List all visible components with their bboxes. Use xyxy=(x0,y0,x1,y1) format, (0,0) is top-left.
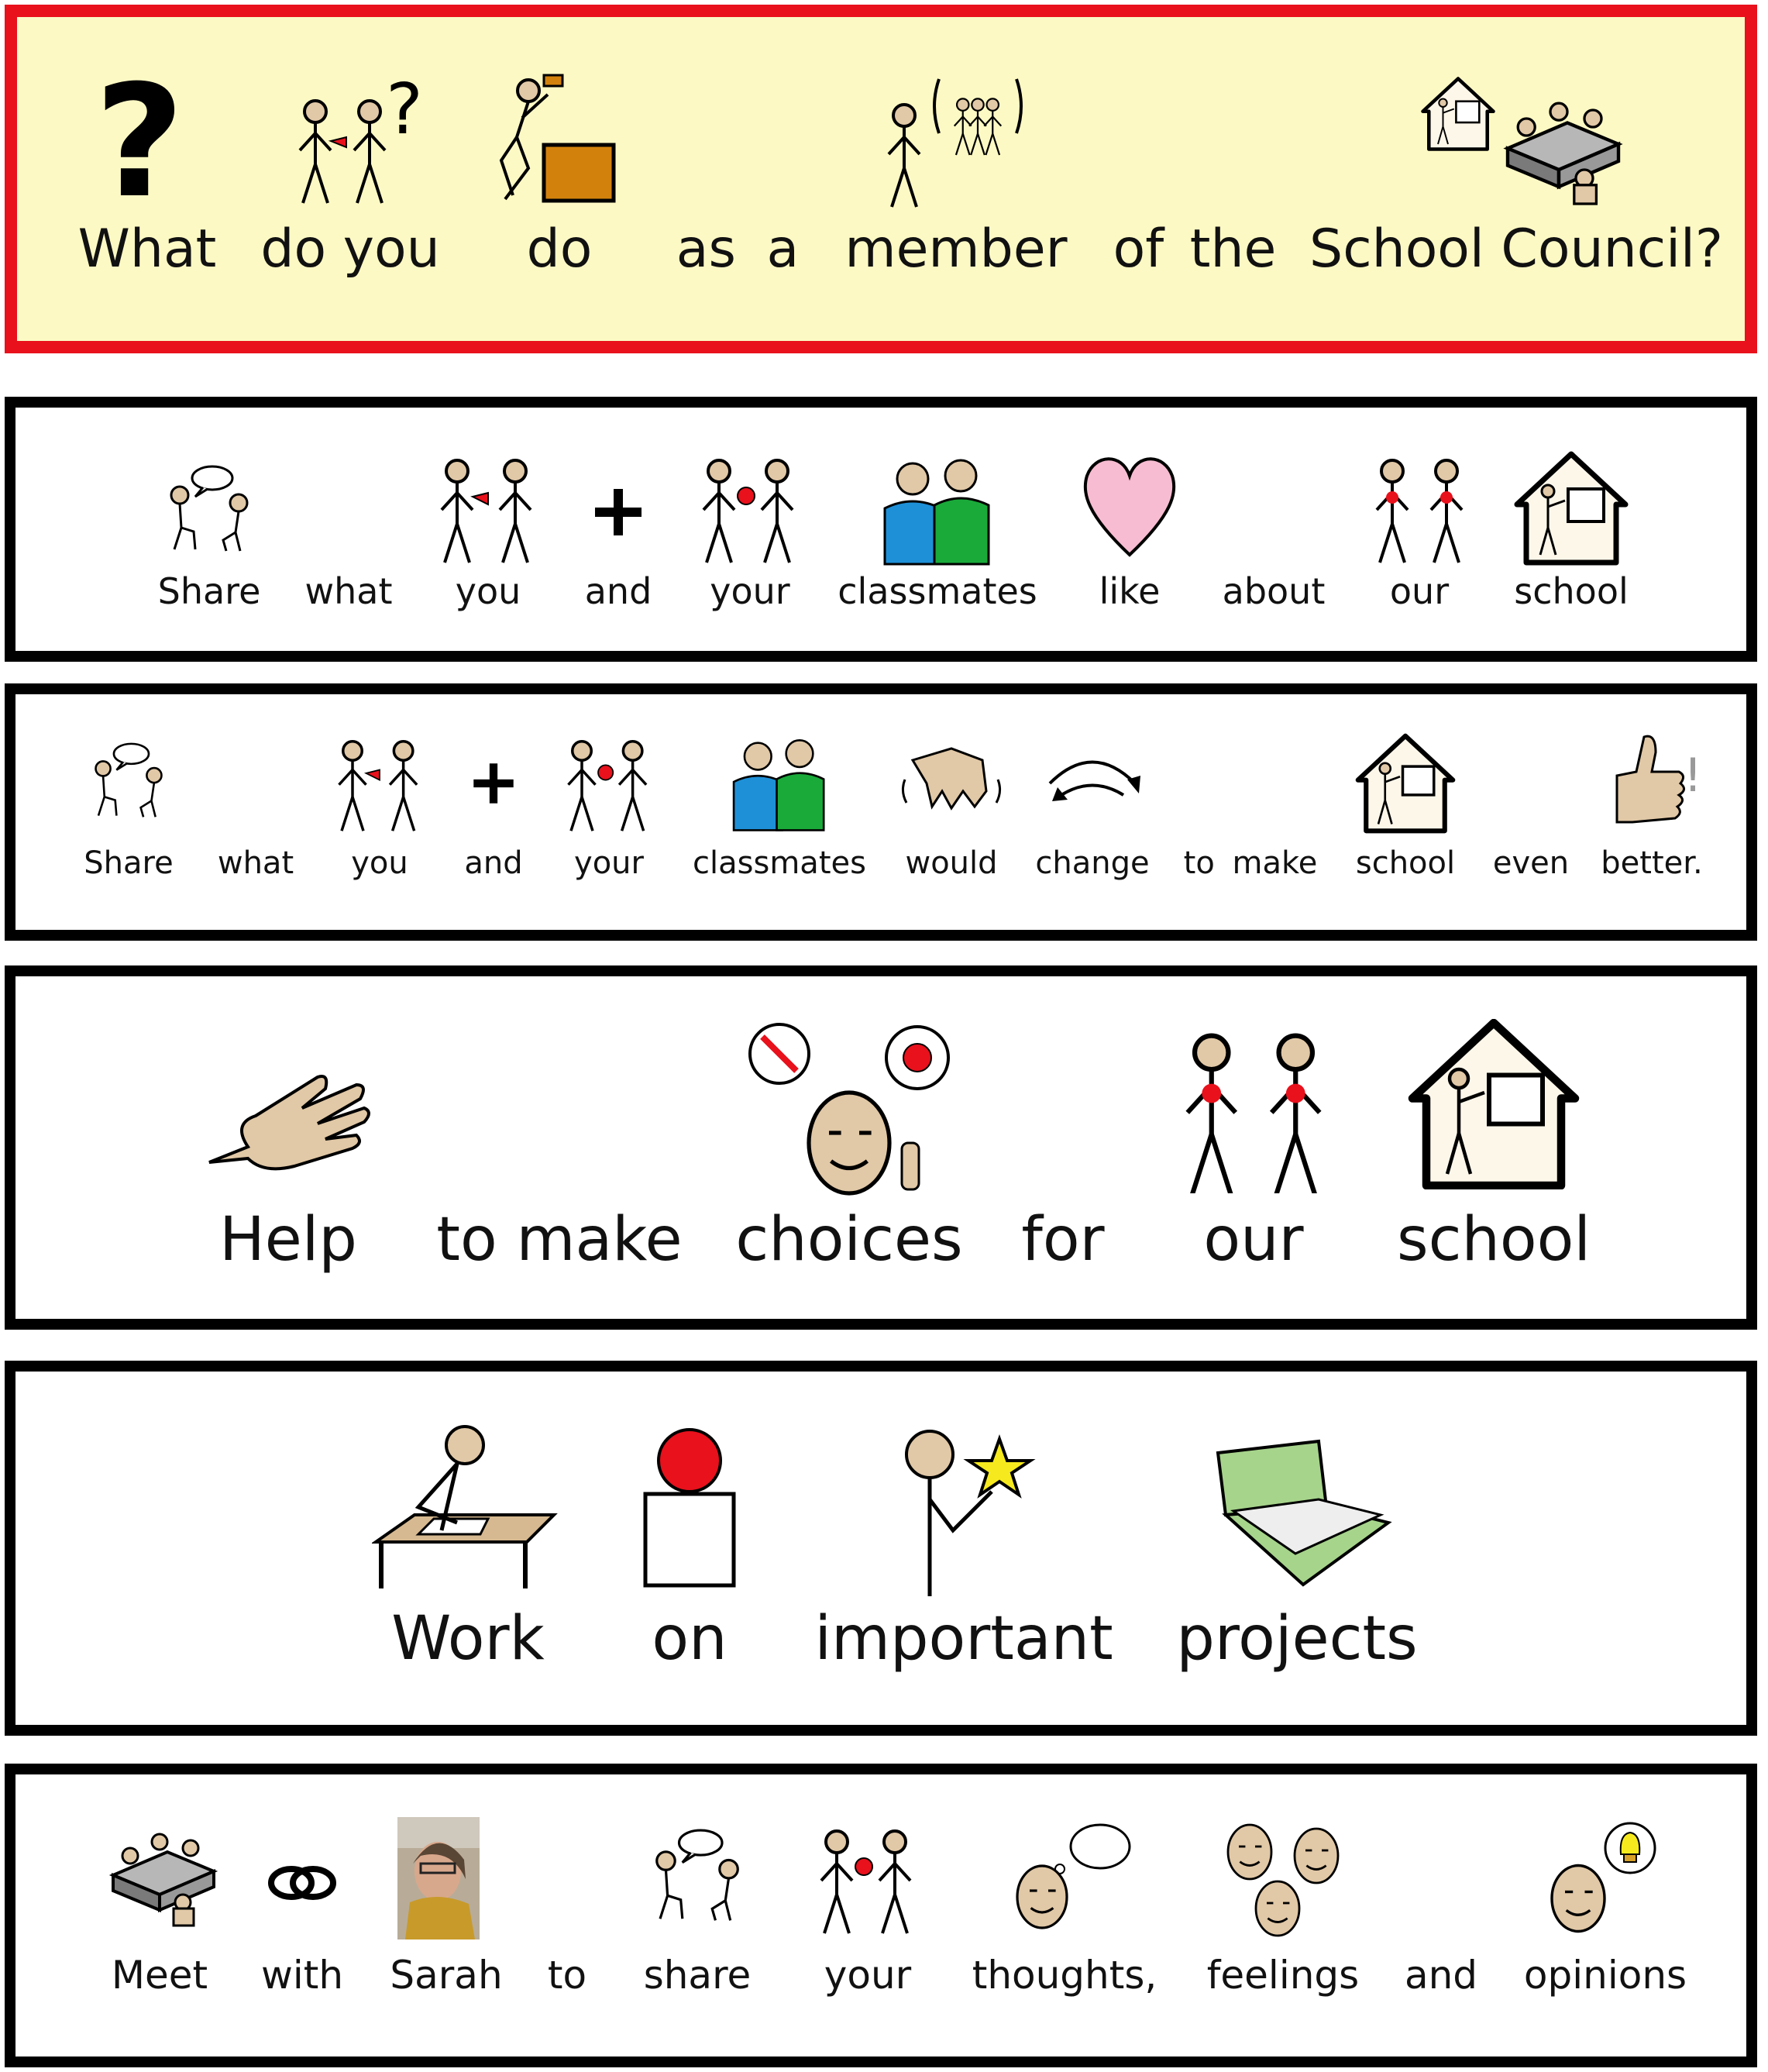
word: projects xyxy=(1176,1604,1418,1674)
word: and xyxy=(464,845,523,881)
word: Share xyxy=(157,570,261,612)
question-mark-icon xyxy=(93,64,186,211)
word: on xyxy=(652,1604,727,1674)
svg-text:?: ? xyxy=(94,64,185,211)
word: change xyxy=(1035,845,1150,881)
do-hammer-icon xyxy=(490,60,629,222)
member-group-icon xyxy=(862,64,1032,219)
projects-folder-icon xyxy=(1210,1437,1396,1592)
row-work-projects xyxy=(5,1361,1757,1736)
word: member xyxy=(844,219,1068,280)
opinions-icon xyxy=(1536,1817,1675,1949)
word: school xyxy=(1355,845,1456,881)
word: Sarah xyxy=(390,1953,503,1998)
meeting-table-icon xyxy=(101,1829,218,1929)
plus-icon xyxy=(591,485,645,539)
word: you xyxy=(455,570,521,612)
word: with xyxy=(260,1953,344,1998)
ask-icon xyxy=(273,64,428,219)
svg-text:?: ? xyxy=(386,69,423,150)
on-icon xyxy=(639,1426,740,1596)
school-council-icon xyxy=(1400,56,1632,211)
with-rings-icon xyxy=(263,1860,341,1906)
choices-face-icon xyxy=(741,1023,958,1201)
thumbs-up-icon xyxy=(1601,729,1702,830)
plus-icon xyxy=(470,760,517,807)
word: school xyxy=(1514,570,1629,612)
word: Work xyxy=(391,1604,545,1674)
word: to make xyxy=(436,1205,683,1275)
word: and xyxy=(584,570,652,612)
word: Meet xyxy=(111,1953,208,1998)
change-arrow-icon xyxy=(1038,741,1147,818)
school-house-icon xyxy=(1351,729,1460,838)
word: to xyxy=(547,1953,587,1998)
word: as a xyxy=(676,219,800,280)
word: important xyxy=(814,1604,1113,1674)
row-meet-sarah xyxy=(5,1764,1757,2067)
your-icon xyxy=(688,446,812,570)
word: better. xyxy=(1601,845,1703,881)
word: what xyxy=(304,570,393,612)
word: your xyxy=(710,570,790,612)
title-panel xyxy=(5,5,1757,353)
would-hand-icon xyxy=(897,737,1006,822)
word: Share xyxy=(84,845,174,881)
sarah-photo xyxy=(397,1817,480,1939)
important-star-icon xyxy=(883,1422,1054,1600)
your-icon xyxy=(555,729,663,838)
word: for xyxy=(1021,1205,1105,1275)
word: feelings xyxy=(1206,1953,1360,1998)
work-desk-icon xyxy=(372,1422,558,1592)
row-help-choices xyxy=(5,965,1757,1330)
our-icon xyxy=(1164,1015,1343,1193)
word: would xyxy=(905,845,998,881)
word: do xyxy=(526,219,593,280)
word: our xyxy=(1389,570,1450,612)
word: do you xyxy=(260,219,440,280)
share-talk-icon xyxy=(635,1817,759,1941)
share-talk-icon xyxy=(78,733,179,834)
word: classmates xyxy=(693,845,866,881)
word: school xyxy=(1396,1205,1591,1275)
word: What xyxy=(77,219,217,280)
word: about xyxy=(1222,570,1326,612)
word: Help xyxy=(219,1205,357,1275)
you-point-icon xyxy=(426,446,550,570)
school-house-icon xyxy=(1401,1019,1587,1189)
row-like-about-school xyxy=(5,397,1757,662)
word: of the xyxy=(1113,219,1277,280)
heart-icon xyxy=(1079,453,1180,561)
feelings-icon xyxy=(1217,1817,1349,1949)
word: School Council? xyxy=(1309,219,1723,280)
help-hand-icon xyxy=(201,1062,387,1178)
word: classmates xyxy=(838,570,1037,612)
you-point-icon xyxy=(325,729,434,838)
svg-text:!: ! xyxy=(1683,749,1702,803)
word: opinions xyxy=(1523,1953,1687,1998)
word: and xyxy=(1404,1953,1478,1998)
your-icon xyxy=(806,1817,930,1941)
word: even xyxy=(1492,845,1570,881)
word: our xyxy=(1203,1205,1304,1275)
word: thoughts, xyxy=(972,1953,1157,1998)
word: like xyxy=(1099,570,1161,612)
word: to make xyxy=(1183,845,1318,881)
row-change-school xyxy=(5,683,1757,941)
word: share xyxy=(643,1953,752,1998)
word: you xyxy=(351,845,408,881)
our-icon xyxy=(1357,446,1481,570)
word: choices xyxy=(735,1205,963,1275)
school-house-icon xyxy=(1509,446,1633,570)
word: what xyxy=(217,845,294,881)
share-talk-icon xyxy=(151,454,267,570)
classmates-icon xyxy=(725,731,834,832)
classmates-icon xyxy=(875,450,999,566)
word: your xyxy=(824,1953,912,1998)
word: your xyxy=(574,845,644,881)
thoughts-icon xyxy=(999,1819,1139,1943)
